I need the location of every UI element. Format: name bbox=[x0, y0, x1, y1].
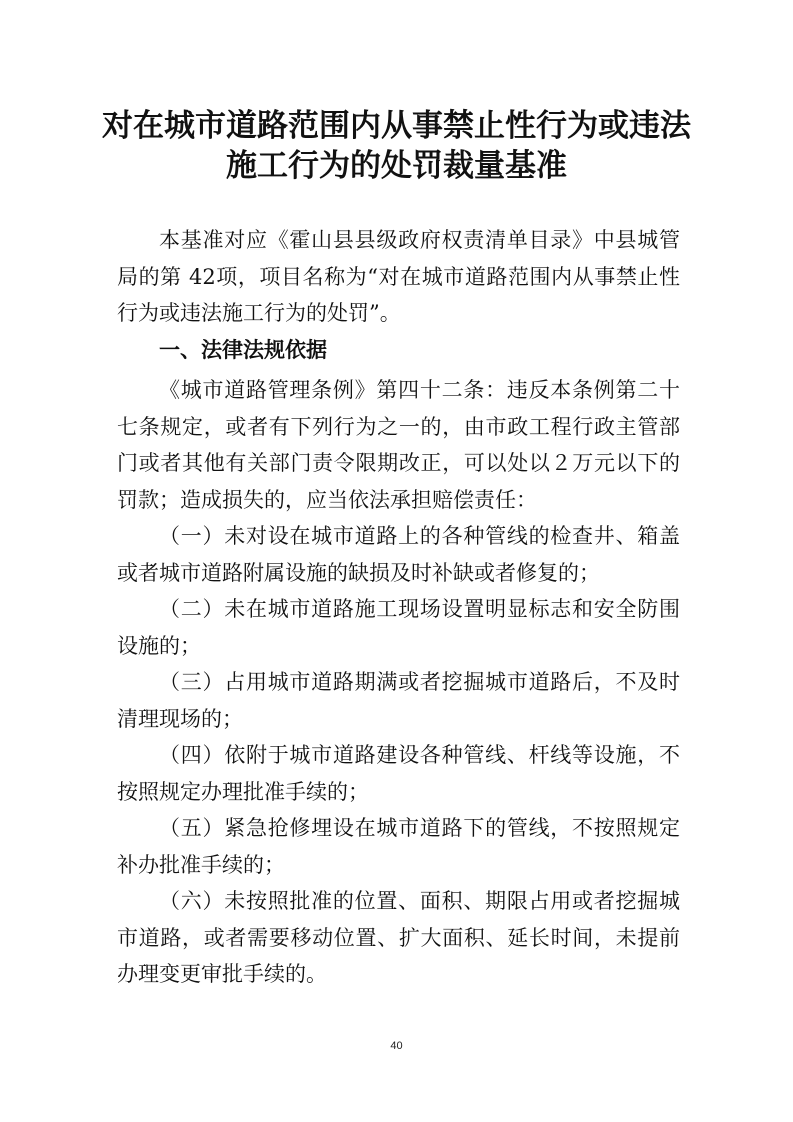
intro-paragraph: 本基准对应《霍山县县级政府权责清单目录》中县城管局的第 42项，项目名称为“对在城市道路范围内从事禁止性行为或违法施工行为的处罚”。 bbox=[117, 228, 680, 325]
law-item-5: （五）紧急抢修埋设在城市道路下的管线，不按照规定补办批准手续的； bbox=[117, 816, 680, 877]
law-item-2: （二）未在城市道路施工现场设置明显标志和安全防围设施的； bbox=[117, 597, 680, 658]
law-item-1: （一）未对设在城市道路上的各种管线的检查井、箱盖或者城市道路附属设施的缺损及时补缺或者修复的； bbox=[117, 524, 680, 585]
law-article-paragraph: 《城市道路管理条例》第四十二条：违反本条例第二十七条规定，或者有下列行为之一的，由市政工程行政主管部门或者其他有关部门责令限期改正，可以处以２万元以下的罚款；造成损失的，应当依法承担赔偿责任： bbox=[117, 378, 680, 512]
document-title-line-1: 对在城市道路范围内从事禁止性行为或违法 bbox=[102, 108, 691, 144]
law-item-6: （六）未按照批准的位置、面积、期限占用或者挖掘城市道路，或者需要移动位置、扩大面积、延长时间，未提前办理变更审批手续的。 bbox=[117, 889, 680, 986]
document-title-line-2: 施工行为的处罚裁量基准 bbox=[226, 148, 567, 184]
law-item-4: （四）依附于城市道路建设各种管线、杆线等设施，不按照规定办理批准手续的； bbox=[117, 743, 680, 804]
law-item-3: （三）占用城市道路期满或者挖掘城市道路后，不及时清理现场的； bbox=[117, 670, 680, 731]
section-heading: 一、法律法规依据 bbox=[159, 338, 327, 362]
law-text-block bbox=[117, 372, 680, 993]
page-number: 40 bbox=[390, 1040, 403, 1052]
